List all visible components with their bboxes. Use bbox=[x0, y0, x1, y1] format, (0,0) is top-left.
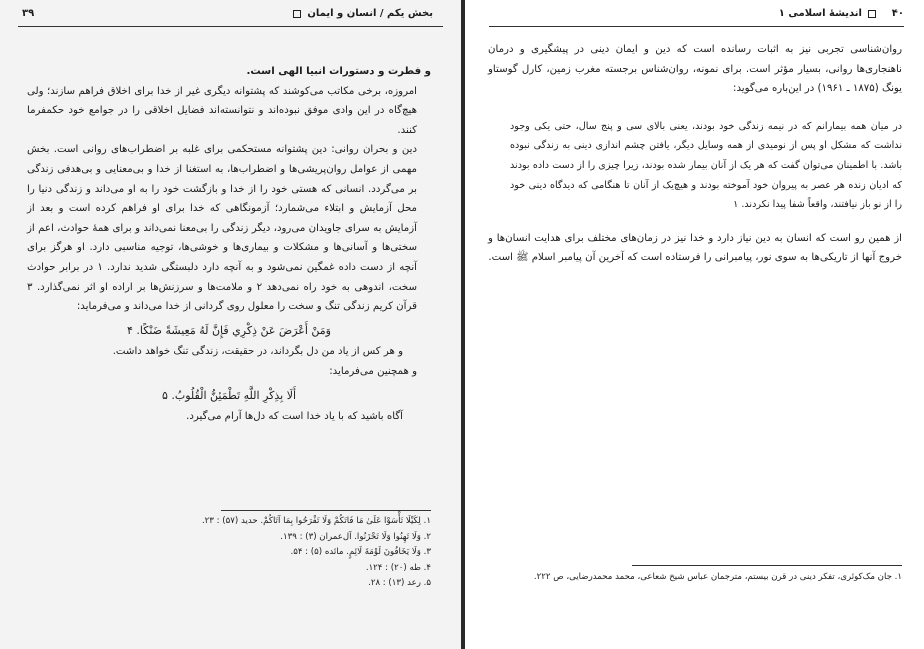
footnote: ۳. وَلَا يَخَافُونَ لَوْمَةَ لَائِمٍ. مائده (۵) : ۵۴. bbox=[290, 547, 431, 557]
right-header-rule bbox=[489, 26, 904, 27]
header-square-icon bbox=[868, 10, 876, 18]
right-header-title: اندیشهٔ اسلامی ۱ bbox=[778, 8, 862, 19]
right-page-number: ۴۰ bbox=[891, 8, 904, 19]
quran-quote-1: وَمَنْ أَعْرَضَ عَنْ ذِكْرِي فَإِنَّ لَهُ مَعِيشَةً ضَنْكًا. ۴ bbox=[127, 323, 331, 337]
left-body-text bbox=[27, 62, 431, 427]
footnote: ۱. لِكَيْلَا تَأْسَوْا عَلَىٰ مَا فَاتَكُمْ وَلَا تَفْرَحُوا بِمَا آتَاكُمْ. حدید (۵۷) : ۲۳. bbox=[201, 516, 431, 526]
paragraph: از همین رو است که انسان به دین نیاز دارد و خدا نیز در زمان‌های مختلف برای هدایت انسان‌ها و خروج آنها از تاریکی‌ها به سوی نور، پیامبرانی را فرستاده است که آخرین آن پیامبر اسلام ﷺ است. bbox=[488, 232, 902, 264]
left-page bbox=[0, 0, 461, 649]
right-body-text bbox=[488, 40, 902, 268]
yung-quote: در میان همه بیمارانم که در نیمه زندگی خود بودند، یعنی بالای سی و پنج سال، حتی یکی وجود نداشت که مشکل او پس از نومیدی از همه وسایل دیگر، یافتن چشم اندازی دینی به زندگی نبوده باشد. با اطمینان می‌توان گفت که هر یک از آنان بیمار شده بودند، زیرا چیزی را از دست داده بودند که ادیان زنده هر عصر به پیروان خود آموخته بودند و هیچ‌یک از آنان تا هنگامی که دیدگاه دینی خود را از نو باز نیافتند، واقعاً شفا پیدا نکردند. ۱ bbox=[510, 120, 902, 211]
quote-1-translation: و هر کس از یاد من دل بگرداند، در حقیقت، زندگی تنگ خواهد داشت. bbox=[112, 346, 403, 358]
footnote: ۴. طه (۲۰) : ۱۲۴. bbox=[365, 562, 431, 573]
left-running-header bbox=[293, 8, 433, 19]
quran-quote-2: أَلَا بِذِكْرِ اللَّهِ تَطْمَئِنُّ الْقُلُوبُ. ۵ bbox=[161, 388, 297, 402]
paragraph: روان‌شناسی تجربی نیز به اثبات رسانده است که دین و ایمان دینی در پیشگیری و درمان ناهنجاری‌ها روانی، بسیار مؤثر است. برای نمونه، روان‌شناس برجسته مغرب زمین، کارل گوستاو یونگ (۱۸۷۵ ـ ۱۹۶۱) در این‌باره می‌گوید: bbox=[488, 44, 902, 95]
left-footnote-rule bbox=[221, 510, 431, 511]
left-footnotes bbox=[27, 514, 431, 592]
paragraph: و فطرت و دستورات انبیا الهی است. bbox=[246, 66, 431, 77]
right-footnote-rule bbox=[632, 565, 902, 566]
right-page bbox=[465, 0, 924, 649]
quote-2-intro: و همچنین می‌فرماید: bbox=[329, 365, 417, 377]
right-footnotes bbox=[488, 570, 902, 586]
footnote: ۵. رعد (۱۳) : ۲۸. bbox=[368, 578, 431, 588]
paragraph: امروزه، برخی مکاتب می‌کوشند که پشتوانه دیگری غیر از خدا برای اخلاق فراهم سازند؛ ولی هیچ‌گاه در این وادی موفق نبوده‌اند و نتوانسته‌اند فضایل اخلاقی را در جوامع خود حکمفرما کنند. bbox=[27, 85, 417, 136]
footnote: ۲. وَلَا تَهِنُوا وَلَا تَحْزَنُوا. آل‌عمران (۳) : ۱۳۹. bbox=[280, 531, 431, 542]
quote-2-translation: آگاه باشید که با یاد خدا است که دل‌ها آرام می‌گیرد. bbox=[186, 411, 403, 423]
footnote: ۱. جان مک‌کوئری، تفکر دینی در قرن بیستم، مترجمان عباس شیخ شعاعی، محمد محمدرضایی، ص ۲۲۲. bbox=[533, 572, 902, 582]
left-page-number: ۳۹ bbox=[22, 8, 35, 19]
right-running-header bbox=[779, 8, 876, 19]
header-square-icon bbox=[293, 10, 301, 18]
left-header-rule bbox=[18, 26, 443, 27]
left-header-title: بخش یکم / انسان و ایمان bbox=[307, 8, 433, 19]
paragraph: دین و بحران روانی: دین پشتوانه مستحکمی برای غلبه بر اضطراب‌های روانی است. بخش مهمی از عوامل روان‌پریشی‌ها و اضطراب‌ها، به استغنا از خدا و بی‌معنایی و بی‌هدفی زندگی بر می‌گردد. انسانی که هستی خود را از خدا و بازگشت خود را به او می‌داند و زندگی دنیا را محل آزمایش و ابتلاء می‌شمارد؛ آزمونگاهی که خدا برای او فراهم کرده است و بعد از آزمایش به سرای جاویدان می‌رود، دیگر زندگی را بی‌معنا نمی‌داند و برای همهٔ حوادث، اعم از سختی‌ها و آسانی‌ها و مشکلات و بیماری‌ها و خوشی‌ها، توجیه مناسبی دارد. او هرگز برای آنچه از دست داده غمگین نمی‌شود و به آنچه دارد دلبستگی شدید ندارد. ۱ در برابر حوادث سخت، اندوهی به خود راه نمی‌دهد ۲ و ملامت‌ها و سرزنش‌ها بر اراده او اثر نمی‌گذارد. ۳ قرآن کریم زندگی تنگ و سخت را معلول روی گردانی از خدا می‌داند و می‌فرماید: bbox=[27, 144, 418, 313]
